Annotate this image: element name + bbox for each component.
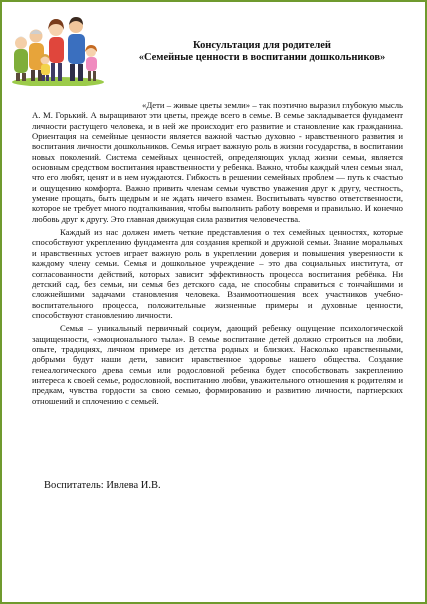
paragraph: Каждый из нас должен иметь четкие представления о тех семейных ценностях, которые способствуют укреплению фундамента для создания крепкой и дружной семьи. Знание моральных и нравственных устоев играет важную роль в укреплении доверия и повышения уверенности к каждому члену семьи. Семья и дошкольное учреждение – это два социальных института, от согласованности действий, которых зависит эффективность процесса воспитания ребёнка. Ни детский сад, без семьи, ни семья без детского сада, не способны справиться с тончайшими и сложнейшими задачами становления человека. Взаимоотношения всех участников учебно-воспитательного процесса, положительные жизненные примеры и духовные ценности, способствуют становлению личности. — [32, 227, 403, 320]
document-body — [32, 100, 403, 409]
paragraph: Семья – уникальный первичный социум, дающий ребенку ощущение психологической защищенности, «эмоционального тыла». В семье воспитание детей должно строиться на любви, опыте, традициях, личном примере из детства родных и близких. Насколько нравственными, добрыми будут наши дети, зависит нравственное здоровье нашего общества. Создание генеалогического древа семьи или родословной ребенка будет способствовать закреплению интереса к своей семье, родословной, воспитанию любви, уважительного отношения к родителям и предкам, чувства гордости за свою семью, формированию и развитию личности, партнерских отношений и сплочению с семьей. — [32, 323, 403, 406]
document-title — [108, 40, 416, 64]
family-illustration — [10, 12, 106, 86]
author-signature: Воспитатель: Ивлева И.В. — [44, 480, 161, 491]
title-line-2: «Семейные ценности в воспитании дошкольников» — [138, 52, 386, 63]
paragraph: «Дети – живые цветы земли» – так поэтично выразил глубокую мысль А. М. Горький. А выращивают эти цветы, прежде всего в семье. В семье закладывается фундамент личности растущего человека, и в ней же происходит его развитие и становление как гражданина. Ориентация на семейные ценности является важной частью духовно - нравственного развития и воспитания личности дошкольников. Семья играет важную роль в жизни государства, в воспитании новых поколений. Система семейных ценностей, определяющих уклад жизни семьи, является основным средством воспитания нравственности у ребенка. Важно, чтобы каждый член семьи знал, что его любят, ценят и в нем нуждаются. Гибкость в решении семейных проблем — путь к счастью и ощущению комфорта. Важно привить членам семьи чувство уважения друг к другу, честность, умение прощать, быть щедрым и не ждать ничего взамен. Воспитывать чувство ответственности, которое не требует много подталкивания, чтобы выполнить работу вовремя и правильно. И конечно любовь друг к другу. Это главная движущая сила развития человечества. — [32, 100, 403, 224]
title-line-1: Консультация для родителей — [193, 40, 331, 51]
